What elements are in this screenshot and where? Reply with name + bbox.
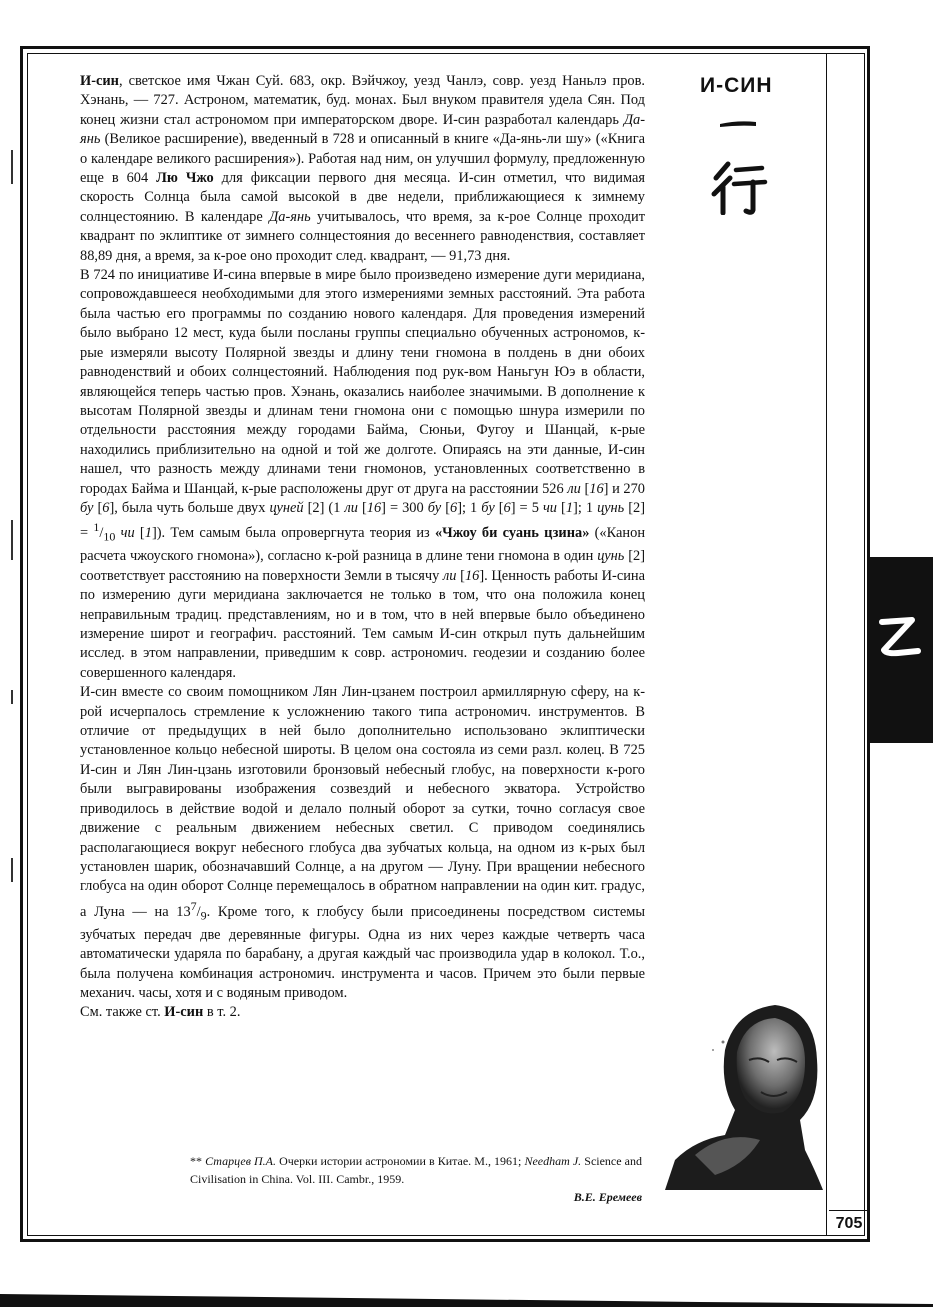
text-run: «Чжоу би суань цзина» — [434, 525, 590, 542]
text-run: Да-янь — [80, 111, 645, 148]
text-run: И-син вместе со своим помощником Лян Лин-цзанем построил армиллярную сферу, на к-рой исчерпалось стремление к усложнению такого типа астрономич. инструментов. В отличие от предыдущих в ней было дополнительно использовано эклиптически установленное кольцо небесной широты. В целом она состояла из семи разл. колец. В 725 И-син и Лян Лин-цзань изготовили бронзовый небесный глобус, на поверхности к-рого были выгравированы изображения созвездий и небесного экватора. Устройство приводилось в действие водой и делало полный оборот за сутки, точно согласуя свое движение с реальным движением небесных светил. С приводом соединялись располагающиеся вокруг небесного глобуса два зубчатых кольца, на одном из к-рых был установлен шарик, обозначавший Солнце, а на другом — Луну. При вращении небесного глобуса на один оборот Солнце перемещалось в обратном направлении на один кит. градус, а Луна — на 13 — [80, 684, 645, 920]
text-run: [ — [134, 525, 145, 542]
text-run: Лю Чжо — [156, 170, 214, 187]
text-run: [ — [456, 567, 465, 584]
text-run: 9 — [200, 908, 207, 923]
text-run: 6 — [102, 499, 110, 516]
scan-edge-shadow — [0, 1288, 933, 1307]
text-run: ]; 1 — [457, 499, 482, 516]
text-run: 1 — [565, 499, 574, 516]
text-run: (Великое расширение), введенный в 728 и описанный в книге «Да-янь-ли шу» («Книга о календаре великого расширения»). Работая над ним, он улучшил формулу, предложенную еще в 604 — [80, 131, 645, 187]
tab-letter-glyph — [876, 612, 922, 660]
page-number: 705 — [829, 1210, 869, 1237]
text-run: [2] = — [80, 499, 646, 542]
text-run: чи — [120, 525, 135, 542]
text-run: 7 — [190, 898, 197, 913]
author-signature: В.Е. Еремеев — [573, 1190, 642, 1204]
text-run: [ — [93, 499, 103, 516]
text-run: И-син — [164, 1004, 204, 1021]
text-run: [ — [441, 499, 450, 516]
text-run: ], была чуть больше двух — [109, 499, 270, 516]
paragraph-3 — [80, 683, 645, 1003]
text-run: , светское имя Чжан Суй. 683, окр. Вэйчжоу, уезд Чанлэ, совр. уезд Наньлэ пров. Хэнань, — 727. Астроном, математик, буд. монах. Был внуком правителя удела Сян. Под конец жизни стал астрономом при императорском дворе. И-син разработал календарь — [80, 73, 645, 128]
text-run: 6 — [503, 499, 511, 516]
text-run: ] = 300 — [381, 499, 428, 516]
chinese-character-yi — [718, 118, 758, 128]
text-run: 16 — [464, 567, 480, 584]
text-run: цунь — [597, 548, 625, 565]
text-run: [ — [580, 480, 590, 497]
text-run: цунь — [597, 499, 625, 516]
text-run: учитывалось, что время, за к-рое Солнце проходит квадрант по эклиптике от зимнего солнцестояния до весеннего равноденствия, составляет 88,89 дня, а время, за к-рое оно проходит след. квадрант, — 91,73 дня. — [80, 208, 645, 264]
text-run: И-син — [80, 73, 119, 89]
chinese-character-xing — [708, 160, 768, 215]
text-run: для фиксации первого дня месяца. И-син отметил, что видимая скорость Солнца была самой высокой в две недели, приближающиеся к зимнему солнцестоянию. В календаре — [80, 170, 646, 225]
portrait-image — [665, 990, 823, 1190]
text-run: бу — [427, 499, 442, 516]
text-run: [2] соответствует расстоянию на поверхности Земли в тысячу — [80, 548, 645, 584]
text-run: ли — [442, 567, 457, 584]
text-run: 1 — [144, 525, 152, 542]
text-run: Старцев П.А. — [205, 1154, 276, 1168]
text-run: ] = 5 — [510, 499, 543, 516]
text-run: ли — [567, 480, 581, 497]
text-run: [ — [557, 499, 566, 516]
text-run: Очерки истории астрономии в Китае. М., 1961; — [276, 1154, 525, 1168]
text-run: 16 — [366, 499, 382, 516]
text-run: [2] (1 — [303, 499, 345, 516]
sidebar-divider — [826, 53, 827, 1236]
text-run: («Канон расчета чжоуского гномона»), согласно к-рой разница в длине тени гномона в один — [80, 525, 646, 565]
text-run: 16 — [589, 480, 604, 497]
text-run: чи — [542, 499, 557, 516]
paragraph-2 — [80, 266, 645, 683]
text-run: ]. Ценность работы И-сина по измерению дуги меридиана заключается не только в том, что она положила конец неправильным традиц. представлениям, но и в том, что в ней впервые было объединено измерение широт и географич. расстояний. Тем самым И-син открыл путь дальнейшим исслед. в этом направлении, приведшим к совр. астрономич. геодезии и созданию более совершенного календаря. — [80, 567, 645, 681]
text-run: Needham J. — [524, 1154, 582, 1168]
article-body — [80, 72, 645, 1023]
text-run: [ — [494, 499, 504, 516]
text-run: / — [196, 903, 201, 920]
text-run: ] и 270 — [603, 480, 646, 497]
text-run: . Кроме того, к глобусу были присоединены посредством системы зубчатых передач две деревянные фигуры. Одна из них через каждые четверть часа автоматически ударяла по барабану, а другая каждый час производила удар в колокол. Т.о., была получена комбинация астрономич. инструмента и часов. Причем это были первые механич. часы, хотя и с водяным приводом. — [80, 903, 645, 1002]
text-run: [ — [357, 499, 367, 516]
text-run: бу — [80, 499, 94, 516]
text-run: Science and Civilisation in China. Vol. III. Cambr., 1959. — [190, 1154, 642, 1186]
text-run: Да-янь — [269, 208, 311, 225]
text-run: ** — [190, 1154, 206, 1168]
text-run: 6 — [450, 499, 458, 516]
references — [190, 1152, 642, 1188]
text-run: цуней — [269, 499, 304, 516]
entry-title: И-СИН — [700, 74, 773, 97]
text-run: См. также ст. — [80, 1004, 165, 1021]
text-run: ]). Тем самым была опровергнута теория из — [151, 525, 435, 542]
see-also-line — [80, 1003, 645, 1022]
text-run: ли — [344, 499, 358, 516]
text-run: / — [99, 525, 104, 542]
paragraph-1 — [80, 72, 645, 266]
text-run: ]; 1 — [573, 499, 598, 516]
text-run: бу — [481, 499, 495, 516]
text-run: 1 — [93, 520, 100, 535]
text-run: В 724 по инициативе И-сина впервые в мире было произведено измерение дуги меридиана, сопровождавшееся необходимыми для этого измерениями земных расстояний. Эта работа была частью его программы по созданию нового календаря. Для проведения измерений было выбрано 12 мест, куда были посланы группы специально обученных астрономов, к-рые измеряли высоту Полярной звезды и длину тени гномона в полдень в дни обоих равноденствий и обоих солнцестояний. Наблюдения под рук-вом Наньгун Юэ в области, являющейся теперь частью пров. Хэнань, оказались наиболее значимыми. В дополнение к высотам Полярной звезды и длинам тени гномона они с помощью шнура измерили по отдельности расстояния между городами Байма, Сюньи, Фугоу и Шанцай, к-рые находились приблизительно на одной и той же долготе. Опираясь на эти данные, И-син нашел, что разность между длинами тени гномонов, установленных соответственно в городах Байма и Шанцай, к-рые расположены друг от друга на расстоянии 526 — [80, 267, 645, 497]
text-run: 10 — [103, 530, 116, 545]
text-run: в т. 2. — [203, 1004, 241, 1021]
